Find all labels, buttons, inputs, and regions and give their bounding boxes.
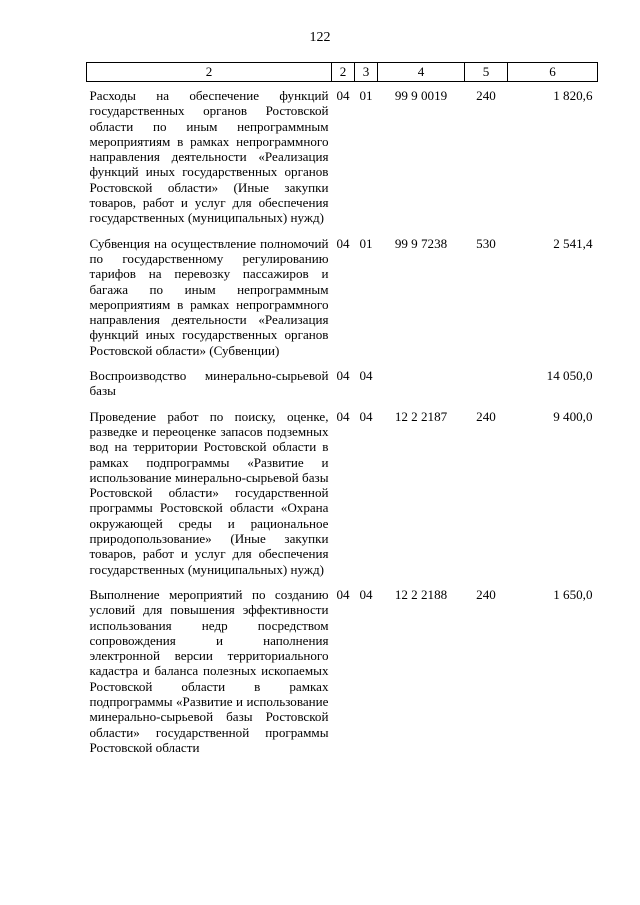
table-header-row (87, 63, 598, 82)
budget-table (86, 62, 598, 759)
row-subsection: 04 (359, 368, 373, 384)
row-description: Выполнение мероприятий по созданию условий для повышения эффективности использования недр посредством сопровождения и наполнения электронной версии территориального кадастра и баланса полезных ископаемых Ростовской области в рамках подпрограммы «Развитие и использование минерально-сырьевой базы Ростовской области» государственной программы Ростовской области (89, 586, 329, 755)
row-section: 04 (336, 88, 350, 103)
table-row (87, 581, 598, 759)
header-description: 2 (87, 63, 332, 82)
row-subsection: 04 (359, 408, 373, 424)
row-amount: 1 820,6 (553, 88, 593, 103)
row-amount: 9 400,0 (553, 408, 593, 424)
row-description: Воспроизводство минерально-сырьевой базы (89, 368, 329, 399)
row-section: 04 (336, 408, 350, 424)
header-expense-type: 5 (465, 63, 508, 82)
row-target-article: 12 2 2188 (394, 586, 448, 602)
row-section: 04 (336, 368, 350, 384)
header-subsection: 3 (355, 63, 378, 82)
row-target-article: 99 9 0019 (394, 88, 448, 103)
table-row (87, 362, 598, 403)
row-target-article (378, 362, 465, 403)
header-section: 2 (332, 63, 355, 82)
row-description: Проведение работ по поиску, оценке, разведке и переоценке запасов подземных вод на территории Ростовской области в рамках подпрограммы «Развитие и использование минерально-сырьевой базы Ростовской области» государственной программы Ростовской области «Охрана окружающей среды и рациональное природопользование» (Иные закупки товаров, работ и услуг для обеспечения государственных (муниципальных) нужд) (89, 408, 329, 577)
header-amount: 6 (508, 63, 598, 82)
row-section: 04 (336, 586, 350, 602)
row-subsection: 01 (359, 235, 373, 251)
row-expense-type: 240 (476, 408, 496, 424)
table-row (87, 403, 598, 581)
row-description: Расходы на обеспечение функций государственных органов Ростовской области по иным непрограммным мероприятиям в рамках непрограммного направления деятельности «Реализация функций иных государственных органов Ростовской области» (Иные закупки товаров, работ и услуг для обеспечения государственных (муниципальных) нужд) (89, 88, 329, 226)
row-expense-type: 240 (476, 88, 496, 103)
row-expense-type: 240 (476, 586, 496, 602)
header-target-article: 4 (378, 63, 465, 82)
row-amount: 14 050,0 (546, 368, 593, 384)
row-section: 04 (336, 235, 350, 251)
row-expense-type (465, 362, 508, 403)
row-expense-type: 530 (476, 235, 496, 251)
row-amount: 1 650,0 (553, 586, 593, 602)
page-number: 122 (309, 30, 331, 45)
row-target-article: 99 9 7238 (394, 235, 448, 251)
row-subsection: 04 (359, 586, 373, 602)
row-subsection: 01 (359, 88, 373, 103)
row-amount: 2 541,4 (553, 235, 593, 251)
table-row (87, 230, 598, 362)
table-row (87, 82, 598, 230)
row-description: Субвенция на осуществление полномочий по государственному регулированию тарифов на перевозку пассажиров и багажа по иным непрограммным мероприятиям в рамках непрограммного направления деятельности «Реализация функций иных государственных органов Ростовской области» (Субвенции) (89, 235, 329, 358)
row-target-article: 12 2 2187 (394, 408, 448, 424)
